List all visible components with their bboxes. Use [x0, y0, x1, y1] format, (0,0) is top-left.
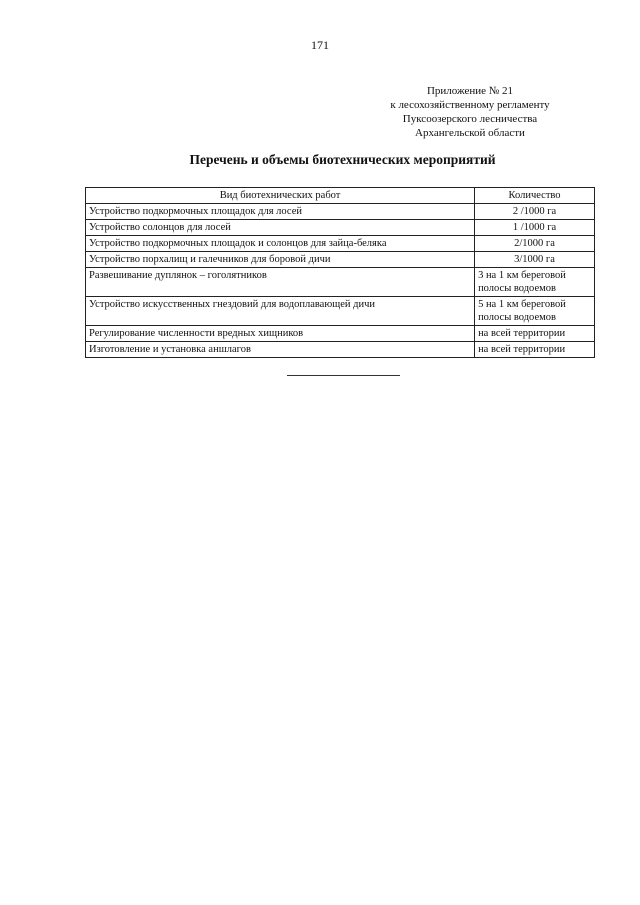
table-row [86, 268, 595, 297]
table-row [86, 297, 595, 326]
quantity-cell: 2/1000 га [475, 236, 595, 252]
table-row [86, 204, 595, 220]
quantity-cell [475, 268, 595, 297]
quantity-line: 5 на 1 км береговой [478, 299, 566, 310]
work-cell: Регулирование численности вредных хищников [86, 326, 475, 342]
appendix-line: Архангельской области [415, 127, 525, 139]
quantity-cell: 3/1000 га [475, 252, 595, 268]
quantity-cell: 1 /1000 га [475, 220, 595, 236]
column-header-quantity: Количество [475, 188, 595, 204]
column-header-work: Вид биотехнических работ [86, 188, 475, 204]
work-cell: Развешивание дуплянок – гоголятников [86, 268, 475, 297]
table-header-row [86, 188, 595, 204]
quantity-cell [475, 297, 595, 326]
quantity-cell: на всей территории [475, 342, 595, 358]
work-cell: Устройство подкормочных площадок и солонцов для зайца-беляка [86, 236, 475, 252]
work-cell: Изготовление и установка аншлагов [86, 342, 475, 358]
table-row [86, 220, 595, 236]
work-cell: Устройство солонцов для лосей [86, 220, 475, 236]
work-cell: Устройство подкормочных площадок для лосей [86, 204, 475, 220]
end-rule-divider [287, 375, 400, 376]
quantity-cell: 2 /1000 га [475, 204, 595, 220]
quantity-line: полосы водоемов [478, 312, 556, 323]
quantity-cell: на всей территории [475, 326, 595, 342]
table-row [86, 326, 595, 342]
work-cell: Устройство искусственных гнездовий для водоплавающей дичи [86, 297, 475, 326]
appendix-line: Пуксоозерского лесничества [402, 113, 538, 125]
appendix-line: Приложение № 21 [426, 85, 514, 97]
appendix-header [360, 84, 580, 140]
work-cell: Устройство порхалищ и галечников для боровой дичи [86, 252, 475, 268]
quantity-line: 3 на 1 км береговой [478, 270, 566, 281]
table-row [86, 252, 595, 268]
table-row [86, 342, 595, 358]
appendix-line: к лесохозяйственному регламенту [390, 99, 550, 111]
table-row [86, 236, 595, 252]
document-title: Перечень и объемы биотехнических мероприятий [189, 152, 496, 167]
measures-table [85, 187, 595, 358]
quantity-line: полосы водоемов [478, 283, 556, 294]
page-number: 171 [311, 38, 329, 52]
